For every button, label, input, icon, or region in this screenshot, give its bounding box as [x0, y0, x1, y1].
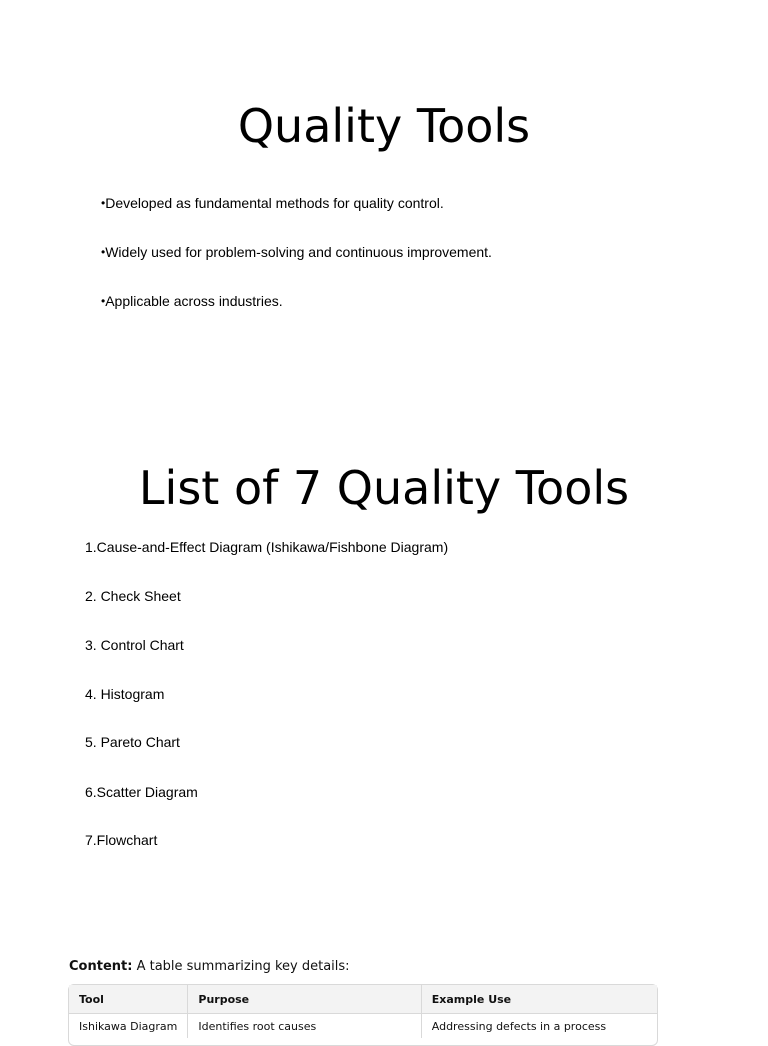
list-item: 1.Cause-and-Effect Diagram (Ishikawa/Fishbone Diagram) [85, 539, 449, 555]
bullet-dot-icon: • [101, 294, 106, 308]
list-item: 5. Pareto Chart [85, 734, 180, 750]
caption-label: Content: [69, 959, 133, 974]
caption-text: A table summarizing key details: [136, 959, 350, 974]
table-cell-example-use: Addressing defects in a process [421, 1014, 657, 1039]
bullet-item [101, 194, 444, 213]
summary-table-grid [69, 985, 657, 1038]
bullet-text: Widely used for problem-solving and continuous improvement. [105, 244, 492, 260]
bullet-text: Applicable across industries. [105, 293, 283, 309]
column-header-example-use: Example Use [421, 985, 657, 1014]
section-title-list-of-tools: List of 7 Quality Tools [138, 461, 630, 515]
bullet-item [101, 292, 283, 311]
table-header-row [69, 985, 657, 1014]
list-item: 2. Check Sheet [85, 588, 181, 604]
table-cell-purpose: Identifies root causes [188, 1014, 421, 1039]
bullet-item [101, 243, 492, 262]
summary-table [68, 984, 658, 1046]
table-cell-tool: Ishikawa Diagram [79, 1019, 178, 1033]
table-row [69, 1014, 657, 1039]
column-header-tool: Tool [69, 985, 188, 1014]
table-caption [69, 958, 350, 976]
list-item: 6.Scatter Diagram [85, 784, 198, 800]
list-item: 4. Histogram [85, 686, 165, 702]
list-item: 7.Flowchart [85, 832, 158, 848]
bullet-dot-icon: • [101, 245, 106, 259]
column-header-purpose: Purpose [188, 985, 421, 1014]
section-title-quality-tools: Quality Tools [237, 99, 531, 153]
list-item: 3. Control Chart [85, 637, 184, 653]
bullet-dot-icon: • [101, 196, 106, 210]
bullet-text: Developed as fundamental methods for quality control. [105, 195, 444, 211]
